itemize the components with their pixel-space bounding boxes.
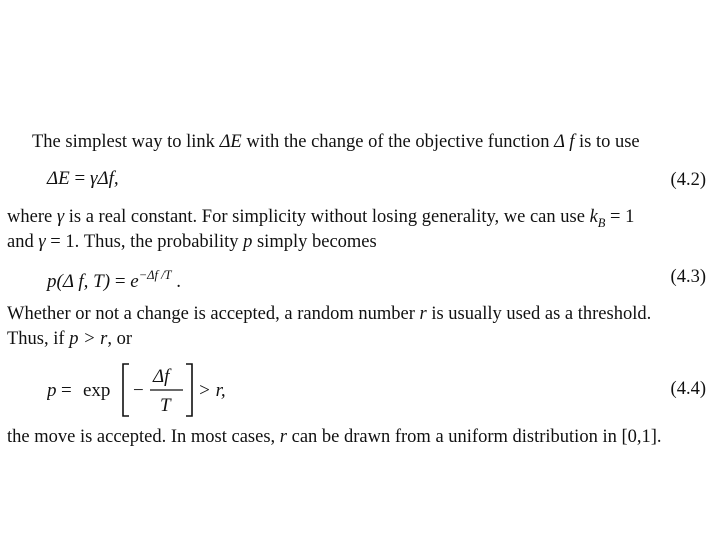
eq43-exponent: −Δf /T bbox=[138, 268, 172, 282]
conclusion-text-a: the move is accepted. In most cases, bbox=[7, 427, 280, 447]
eq43-equals: = bbox=[110, 271, 131, 292]
and-text-a: and bbox=[7, 232, 39, 252]
eq44-minus: − bbox=[133, 380, 144, 401]
paragraph-intro bbox=[32, 130, 712, 154]
delta-f-symbol: Δ f bbox=[554, 132, 575, 152]
eq44-numerator: Δf bbox=[153, 366, 170, 387]
equation-number-4-3: (4.3) bbox=[670, 267, 706, 287]
gamma-symbol-2: γ bbox=[38, 232, 46, 252]
paragraph-conclusion bbox=[7, 425, 712, 449]
eq43-base: e bbox=[130, 271, 139, 292]
eq44-equals: = bbox=[61, 380, 72, 401]
paragraph-whether-line1 bbox=[7, 302, 712, 326]
r-symbol: r bbox=[419, 304, 427, 324]
k-symbol: k bbox=[589, 207, 598, 227]
r-symbol-2: r bbox=[279, 427, 287, 447]
and-text-c: simply becomes bbox=[252, 232, 377, 252]
where-text-a: where bbox=[7, 207, 57, 227]
eq42-lhs: ΔE bbox=[47, 168, 70, 189]
eq44-lhs: p bbox=[47, 380, 57, 401]
equation-4-3 bbox=[47, 262, 181, 295]
equation-4-2 bbox=[47, 166, 119, 192]
thus-text-b: , or bbox=[107, 329, 133, 349]
and-text-b: = 1. Thus, the probability bbox=[45, 232, 244, 252]
thus-text-a: Thus, if bbox=[7, 329, 70, 349]
eq44-denominator: T bbox=[160, 395, 171, 416]
k-subscript-b: B bbox=[597, 216, 606, 230]
p-gt-r-condition: p > r bbox=[69, 329, 108, 349]
left-bracket bbox=[123, 364, 129, 416]
equation-4-4 bbox=[47, 358, 277, 420]
p-symbol: p bbox=[243, 232, 253, 252]
paragraph-whether-line2 bbox=[7, 327, 712, 351]
paragraph-where-line2 bbox=[7, 230, 712, 254]
where-text-b: is a real constant. For simplicity without losing generality, we can use bbox=[64, 207, 590, 227]
gamma-symbol: γ bbox=[56, 207, 65, 227]
where-text-c: = 1 bbox=[605, 207, 635, 227]
equation-number-4-2: (4.2) bbox=[670, 170, 706, 190]
whether-text-a: Whether or not a change is accepted, a random number bbox=[7, 304, 420, 324]
equation-4-4-svg bbox=[47, 358, 277, 420]
eq43-lhs: p(Δ f, T) bbox=[47, 271, 111, 292]
conclusion-text-b: can be drawn from a uniform distribution in [0,1]. bbox=[287, 427, 662, 447]
eq42-equals: = bbox=[69, 168, 90, 189]
eq42-rhs: γΔf, bbox=[89, 168, 119, 189]
eq43-tail: . bbox=[171, 271, 182, 292]
intro-text-c: is to use bbox=[574, 132, 640, 152]
eq44-relation: > r, bbox=[198, 380, 226, 401]
equation-number-4-4: (4.4) bbox=[670, 379, 706, 399]
intro-text-b: with the change of the objective function bbox=[241, 132, 555, 152]
right-bracket bbox=[186, 364, 192, 416]
whether-text-b: is usually used as a threshold. bbox=[426, 304, 652, 324]
eq44-exp: exp bbox=[83, 380, 111, 401]
intro-text-a: The simplest way to link bbox=[32, 132, 220, 152]
delta-e-symbol: ΔE bbox=[219, 132, 242, 152]
